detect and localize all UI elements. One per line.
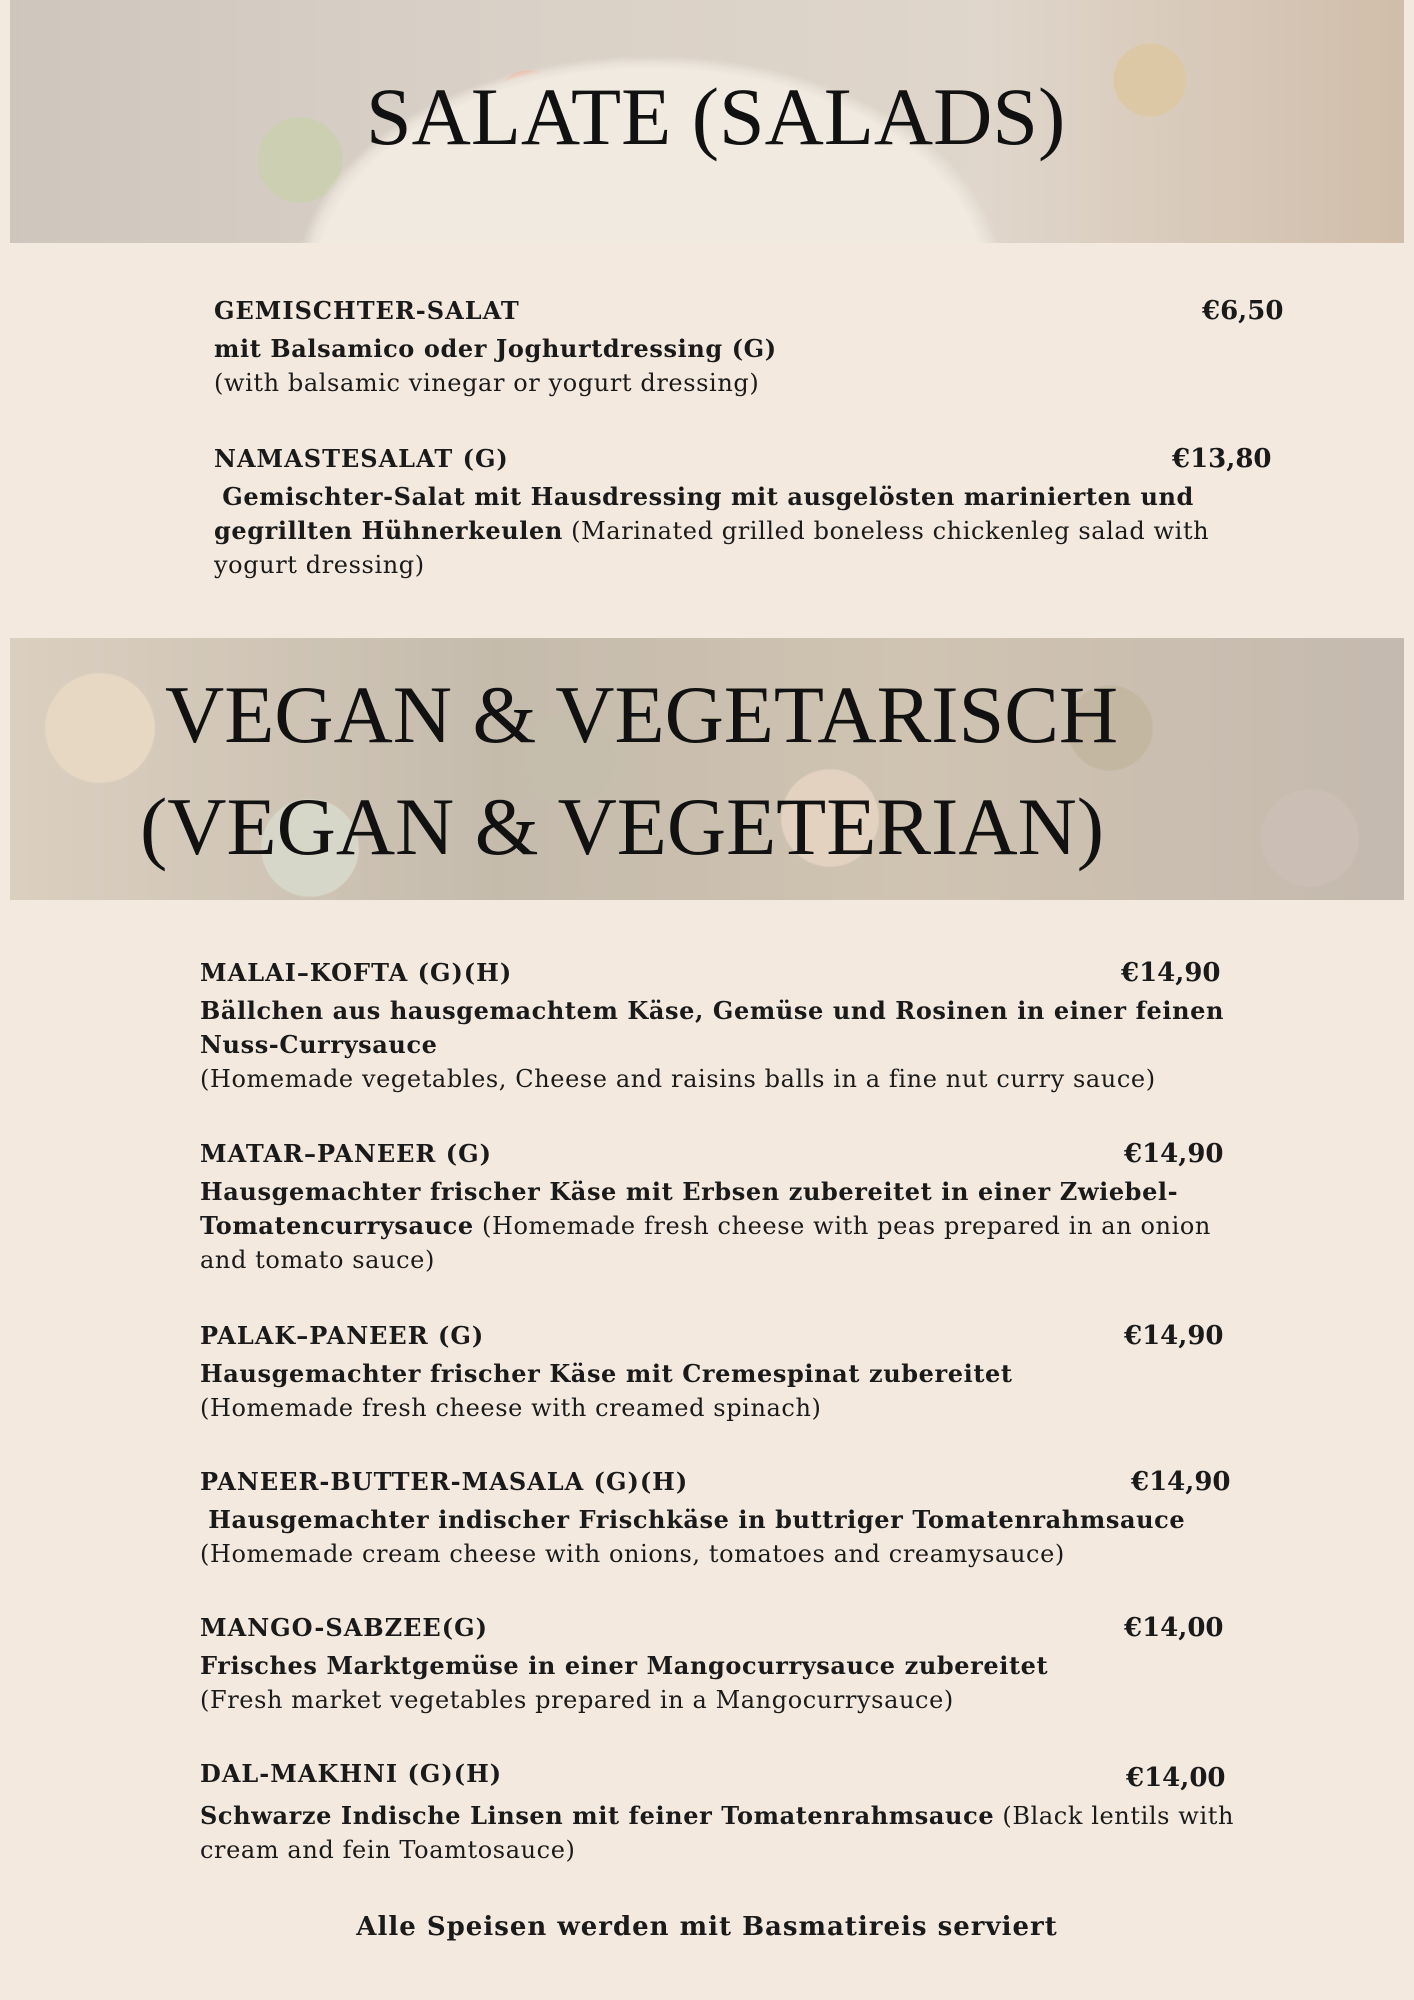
item-name: MALAI–KOFTA (G)(H) [200, 958, 513, 987]
item-name: PALAK–PANEER (G) [200, 1321, 485, 1350]
item-desc-english: (Homemade cream cheese with onions, tomatoes and creamysauce) [200, 1540, 1065, 1568]
item-desc-english: (Homemade vegetables, Cheese and raisins balls in a fine nut curry sauce) [200, 1065, 1156, 1093]
item-desc-german: Hausgemachter indischer Frischkäse in buttriger Tomatenrahmsauce [208, 1505, 1186, 1534]
salads-banner-photo [10, 0, 1404, 243]
item-price: €14,90 [1124, 1139, 1224, 1169]
item-price: €14,90 [1124, 1321, 1224, 1351]
item-price: €14,00 [1124, 1613, 1224, 1643]
item-description [214, 480, 1244, 582]
section-title-vegan-english: (VEGAN & VEGETERIAN) [140, 781, 1105, 872]
item-desc-english: (with balsamic vinegar or yogurt dressing) [214, 369, 760, 397]
item-name: PANEER-BUTTER-MASALA (G)(H) [200, 1467, 689, 1496]
item-desc-german: mit Balsamico oder Joghurtdressing (G) [214, 334, 777, 363]
item-price: €14,90 [1121, 958, 1221, 988]
item-description [200, 994, 1240, 1096]
item-desc-english: (Marinated grilled boneless chickenleg salad with yogurt dressing) [214, 517, 1210, 579]
item-description [200, 1357, 1240, 1425]
item-name: MANGO-SABZEE(G) [200, 1613, 488, 1642]
item-description [214, 332, 1254, 400]
item-description [200, 1799, 1240, 1867]
item-name: MATAR–PANEER (G) [200, 1139, 492, 1168]
vegan-banner-photo [10, 638, 1404, 900]
item-name: GEMISCHTER-SALAT [214, 296, 520, 325]
section-title-salads: SALATE (SALADS) [366, 71, 1066, 162]
item-price: €14,00 [1126, 1763, 1226, 1793]
item-description [200, 1175, 1240, 1277]
item-name: NAMASTESALAT (G) [214, 444, 509, 473]
item-desc-english: (Homemade fresh cheese with creamed spinach) [200, 1394, 822, 1422]
item-description [200, 1649, 1240, 1717]
item-name: DAL-MAKHNI (G)(H) [200, 1759, 503, 1788]
item-price: €14,90 [1131, 1467, 1231, 1497]
item-desc-german: Gemischter-Salat mit Hausdressing mit ausgelösten marinierten und gegrillten Hühnerkeulen [214, 482, 1194, 545]
section-title-vegan: VEGAN & VEGETARISCH [165, 669, 1119, 760]
item-desc-german: Hausgemachter frischer Käse mit Cremespinat zubereitet [200, 1359, 1013, 1388]
item-desc-english: (Fresh market vegetables prepared in a Mangocurrysauce) [200, 1686, 954, 1714]
item-desc-german: Hausgemachter frischer Käse mit Erbsen zubereitet in einer Zwiebel-Tomatencurrysauce [200, 1177, 1179, 1240]
item-description [200, 1503, 1240, 1571]
item-price: €6,50 [1202, 296, 1284, 326]
item-desc-english: (Black lentils with cream and fein Toamtosauce) [200, 1802, 1235, 1864]
item-desc-german: Bällchen aus hausgemachtem Käse, Gemüse und Rosinen in einer feinen Nuss-Currysauce [200, 996, 1225, 1059]
item-desc-english: (Homemade fresh cheese with peas prepared in an onion and tomato sauce) [200, 1212, 1211, 1274]
item-desc-german: Schwarze Indische Linsen mit feiner Tomatenrahmsauce [200, 1801, 995, 1830]
item-price: €13,80 [1172, 444, 1272, 474]
item-desc-german: Frisches Marktgemüse in einer Mangocurrysauce zubereitet [200, 1651, 1049, 1680]
menu-footer-note: Alle Speisen werden mit Basmatireis serviert [356, 1912, 1058, 1942]
